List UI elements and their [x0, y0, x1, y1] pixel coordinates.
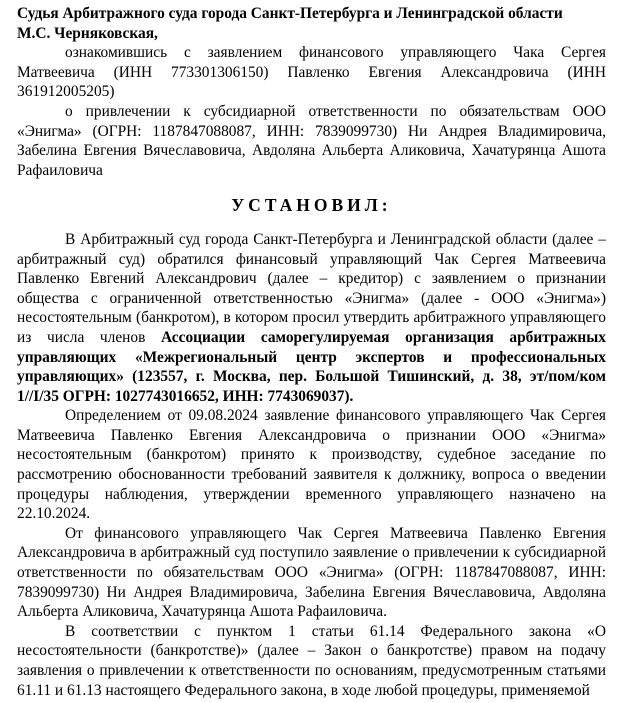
paragraph-text: В Арбитражный суд города Санкт-Петербурга и Ленинградской области (далее – арбитражный суд) обратился финансовый управляющий Чак Сергея Матвеевича Павленко Евгений Александрович (далее – кредитор) с заявлением о признании общества с ограниченной ответственностью «Энигма» (далее - ООО «Энигма») несостоятельным (банкротом), в котором просил утвердить арбитражного управляющего из числа членов [17, 230, 606, 346]
judge-name-line: М.С. Черняковская, [17, 24, 158, 42]
judge-title-line: Судья Арбитражного суда города Санкт-Петербурга и Ленинградской области [17, 5, 563, 22]
body-paragraph-subsidiary-claim: От финансового управляющего Чак Сергея Матвеевича Павленко Евгения Александровича в арбитражный суд поступило заявление о привлечении к субсидиарной ответственности по обязательствам ООО «Энигма» (ОГРН: 1187847088087, ИНН: 7839099730) Ни Андрея Владимировича, Забелина Евгения Вячеславовича, Авдоляна Альберта Аликовича, Хачатурянца Ашота Рафаиловича. [17, 524, 606, 621]
body-paragraph-ruling: Определением от 09.08.2024 заявление финансового управляющего Чак Сергея Матвеевича Павленко Евгения Александровича о признании ООО «Энигма» несостоятельным (банкротом) принято к производству, судебное заседание по рассмотрению обоснованности требований заявителя к должнику, вопроса о введении процедуры наблюдения, утверждении временного управляющего назначено на 22.10.2024. [17, 407, 606, 523]
body-paragraph-application [17, 230, 606, 406]
association-details: Ассоциации саморегулируемая организация арбитражных управляющих «Межрегиональный центр экспертов и профессиональных управляющих» (123557, г. Москва, пер. Большой Тишинский, д. 38, эт/пом/ком 1//I/35 ОГРН: 1027743016652, ИНН: 7743069037). [17, 328, 606, 405]
body-paragraph-law-reference: В соответствии с пунктом 1 статьи 61.14 Федерального закона «О несостоятельности (банкротстве)» (далее – Закон о банкротстве) правом на подачу заявления о привлечении к ответственности по основаниям, предусмотренным статьями 61.11 и 61.13 настоящего Федерального закона, в ходе любой процедуры, применяемой [17, 622, 606, 699]
section-heading-established: УСТАНОВИЛ: [231, 195, 392, 216]
intro-paragraph-subject: о привлечении к субсидиарной ответственности по обязательствам ООО «Энигма» (ОГРН: 1187847088087, ИНН: 7839099730) Ни Андрея Владимировича, Забелина Евгения Вячеславовича, Авдоляна Альберта Аликовича, Хачатурянца Ашота Рафаиловича [17, 102, 606, 179]
intro-paragraph-applicant: ознакомившись с заявлением финансового управляющего Чака Сергея Матвеевича (ИНН 773301306150) Павленко Евгения Александровича (ИНН 361912005205) [17, 44, 606, 101]
